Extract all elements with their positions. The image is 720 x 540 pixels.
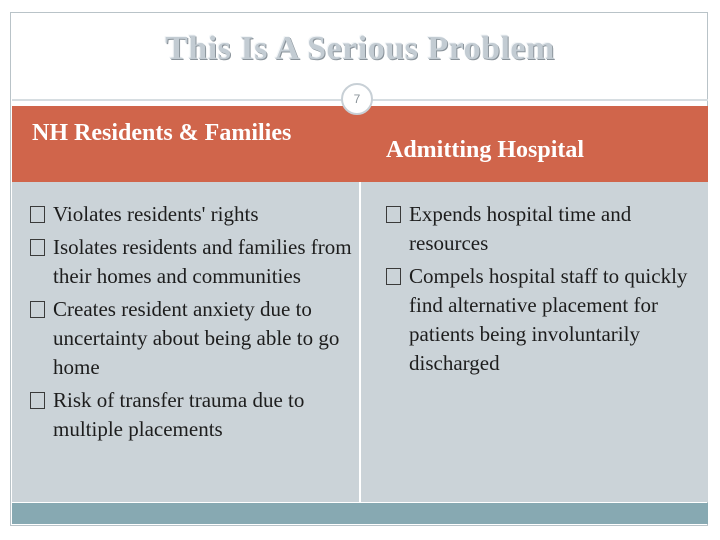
square-box-icon	[30, 301, 45, 318]
list-item-text: Risk of transfer trauma due to multiple placements	[53, 388, 305, 441]
list-item	[30, 386, 355, 444]
square-box-icon	[30, 206, 45, 223]
square-box-icon	[386, 268, 401, 285]
slide-title: This Is A Serious Problem	[165, 30, 555, 67]
square-box-icon	[30, 392, 45, 409]
table-footer-bar	[12, 503, 708, 524]
list-item	[386, 262, 701, 378]
list-item	[386, 200, 701, 258]
list-item-text: Violates residents' rights	[53, 202, 259, 226]
square-box-icon	[30, 239, 45, 256]
list-item-text: Compels hospital staff to quickly find alternative placement for patients being involuntarily discharged	[409, 264, 688, 375]
column-header-residents: NH Residents & Families	[32, 120, 292, 146]
hospital-bullet-list	[386, 200, 701, 382]
column-header-hospital: Admitting Hospital	[386, 137, 585, 163]
list-item	[30, 233, 355, 291]
list-item-text: Creates resident anxiety due to uncertainty about being able to go home	[53, 297, 340, 379]
list-item-text: Isolates residents and families from their homes and communities	[53, 235, 352, 288]
square-box-icon	[386, 206, 401, 223]
list-item-text: Expends hospital time and resources	[409, 202, 632, 255]
residents-bullet-list	[30, 200, 355, 448]
list-item	[30, 295, 355, 382]
page-number: 7	[341, 83, 373, 115]
list-item	[30, 200, 355, 229]
